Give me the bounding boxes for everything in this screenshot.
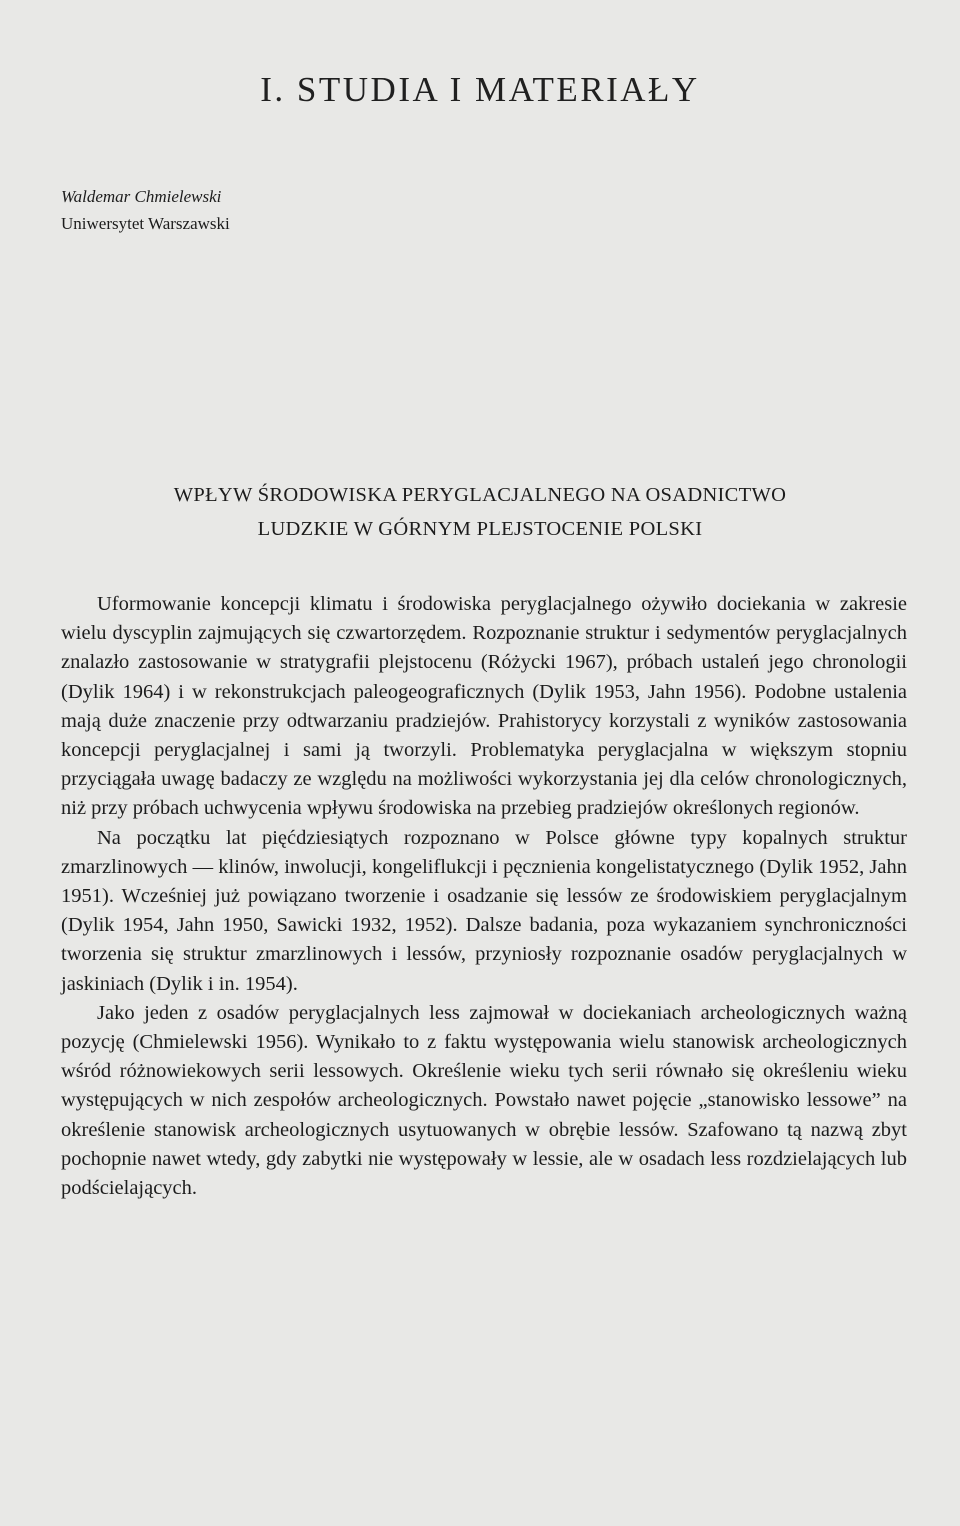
paragraph-1: Uformowanie koncepcji klimatu i środowiska peryglacjalnego ożywiło dociekania w zakresie wielu dyscyplin zajmujących się czwartorzędem. Rozpoznanie struktur i sedymentów peryglacjalnych znalazło zastosowanie w stratygrafii plejstocenu (Różycki 1967), próbach ustaleń jego chronologii (Dylik 1964) i w rekonstrukcjach paleogeograficznych (Dylik 1953, Jahn 1956). Podobne ustalenia mają duże znaczenie przy odtwarzaniu pradziejów. Prahistorycy korzystali z wyników zastosowania koncepcji peryglacjalnej i sami ją tworzyli. Problematyka peryglacjalna w większym stopniu przyciągała uwagę badaczy ze względu na możliwości wykorzystania jej dla celów chronologicznych, niż przy próbach uchwycenia wpływu środowiska na przebieg pradziejów określonych regionów. [61,593,907,820]
article-body [61,590,907,1203]
article-title [0,478,960,546]
article-title-line-2: LUDZKIE W GÓRNYM PLEJSTOCENIE POLSKI [257,518,703,540]
author-affiliation: Uniwersytet Warszawski [61,214,230,233]
section-title: I. STUDIA I MATERIAŁY [260,70,700,109]
paragraph-2: Na początku lat pięćdziesiątych rozpoznano w Polsce główne typy kopalnych struktur zmarzlinowych — klinów, inwolucji, kongeliflukcji i pęcznienia kongelistatycznego (Dylik 1952, Jahn 1951). Wcześniej już powiązano tworzenie i osadzanie się lessów ze środowiskiem peryglacjalnym (Dylik 1954, Jahn 1950, Sawicki 1932, 1952). Dalsze badania, poza wykazaniem synchroniczności tworzenia się struktur zmarzlinowych i lessów, przyniosły rozpoznanie osadów peryglacjalnych w jaskiniach (Dylik i in. 1954). [61,826,907,995]
paragraph-3: Jako jeden z osadów peryglacjalnych less zajmował w dociekaniach archeologicznych ważną pozycję (Chmielewski 1956). Wynikało to z faktu występowania wielu stanowisk archeologicznych wśród różnowiekowych serii lessowych. Określenie wieku tych serii równało się określeniu wieku występujących w nich zespołów archeologicznych. Powstało nawet pojęcie „stanowisko lessowe” na określenie stanowisk archeologicznych usytuowanych w obrębie lessów. Szafowano tą nazwą zbyt pochopnie nawet wtedy, gdy zabytki nie występowały w lessie, ale w osadach less rozdzielających lub podścielających. [61,1001,907,1200]
author-name: Waldemar Chmielewski [61,187,222,206]
article-title-line-1: WPŁYW ŚRODOWISKA PERYGLACJALNEGO NA OSADNICTWO [173,484,787,506]
